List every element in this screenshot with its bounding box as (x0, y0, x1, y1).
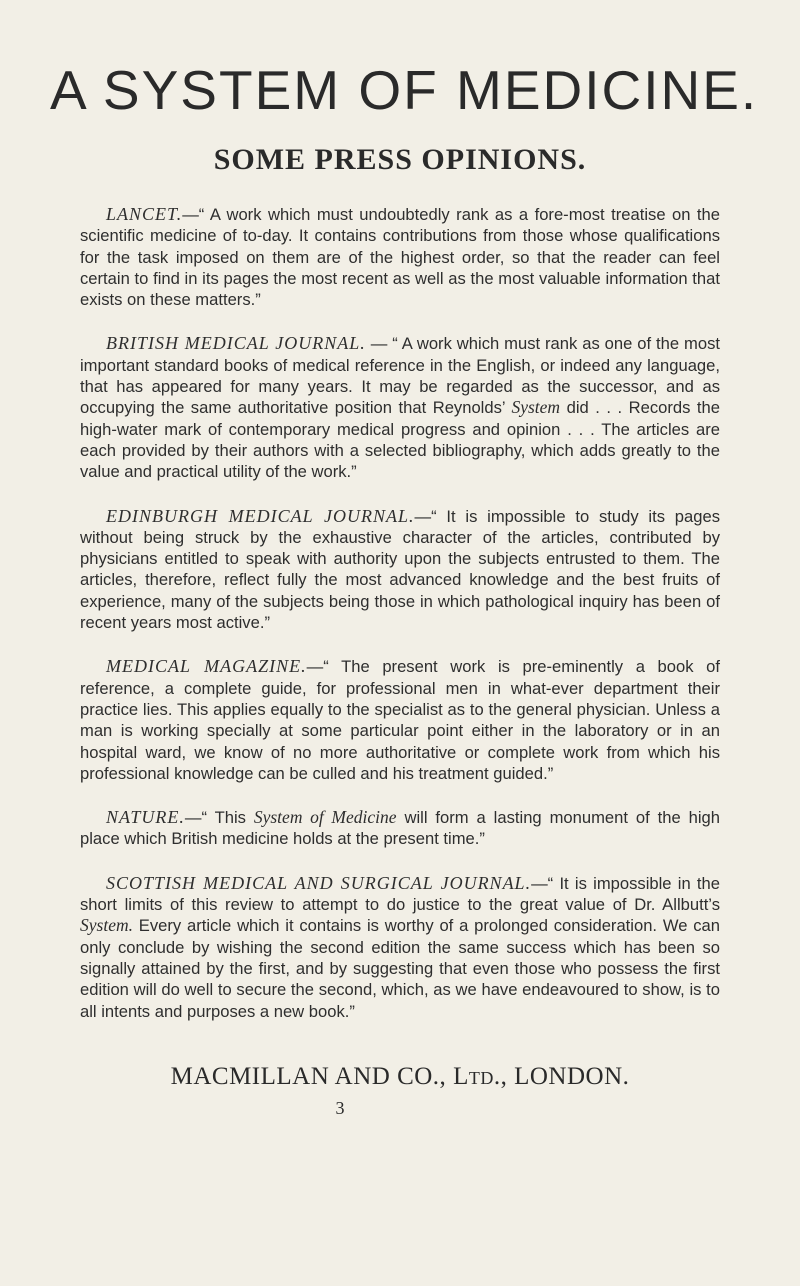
publisher-city: LONDON. (514, 1062, 630, 1090)
publisher-ltd: Ltd., (453, 1062, 508, 1090)
opinion-lancet: LANCET.—“ A work which must undoubtedly rank as a fore-most treatise on the scientific medicine of to-day. It contains contributions from those whose qualifications for the task imposed on them are of the highest order, so that the reader can feel certain to find in its pages the most recent as well as the most valuable information that exists on these matters.” (80, 204, 720, 310)
journal-name: NATURE. (106, 807, 185, 828)
journal-name: MEDICAL MAGAZINE. (106, 656, 307, 677)
quote-text: “ This (201, 808, 254, 828)
page-number: 3 (335, 1097, 345, 1118)
quote-text: did . . . Records the high-water mark of contemporary medical progress and opinion . . . The articles are each provided by their authors with a selected bibliography, which adds greatly to the value and practical utility of the work.” (80, 398, 720, 482)
journal-name: LANCET. (106, 204, 183, 224)
quote-text: “ A work which must undoubtedly rank as a fore-most treatise on the scientific medicine of to-day. It contains contributions from those whose qualifications for the task imposed on them are of the highest order, so that the reader can feel certain to find in its pages the most recent as well as the most valuable information that exists on these matters.” (80, 205, 720, 310)
quote-text: “ A work which must rank as one of the most important standard books of medical reference in the English, or indeed any language, that has appeared for many years. It may be regarded as the successor, and as occupying the same authoritative position that Reynolds’ (80, 334, 720, 418)
opinion-scottish-medical-and-surgical-journal: SCOTTISH MEDICAL AND SURGICAL JOURNAL.—“ It is impossible in the short limits of this review to attempt to do justice to the great value of Dr. Allbutt’s System. Every article which it contains is worthy of a prolonged consideration. We can only conclude by wishing the second edition the same success which has been so signally attained by the first, and by suggesting that even those who possess the first edition will do well to secure the second, which, as we have endeavoured to show, is to all intents and purposes a new book.” (80, 872, 721, 1021)
quote-italic: System (511, 397, 561, 418)
quote-text: Every article which it contains is worthy of a prolonged consideration. We can only conclude by wishing the second edition the same success which has been so signally attained by the first, and by suggesting that even those who possess the first edition will do well to secure the second, which, as we have endeavoured to show, is to all intents and purposes a new book.” (80, 916, 720, 1021)
quote-text: “ It is impossible in the short limits of this review to attempt to do justice to the great value of Dr. Allbutt’s (80, 873, 721, 915)
publisher-name: MACMILLAN AND CO., (170, 1062, 447, 1090)
opinion-medical-magazine: MEDICAL MAGAZINE.—“ The present work is pre-eminently a book of reference, a complete guide, for professional men in what-ever department their practice lies. This applies equally to the specialist as to the general physician. Unless a man is working specially at some particular point either in the laboratory or in an hospital ward, we know of no more authoritative or complete work from which his professional knowledge can be culled and his treatment guided.” (80, 656, 720, 783)
journal-name: EDINBURGH MEDICAL JOURNAL. (106, 505, 415, 526)
main-title: A SYSTEM OF MEDICINE. (50, 59, 759, 121)
subtitle: SOME PRESS OPINIONS. (213, 143, 587, 176)
quote-italic: System. (80, 915, 133, 936)
opinion-british-medical-journal: BRITISH MEDICAL JOURNAL. — “ A work which must rank as one of the most important standard books of medical reference in the English, or indeed any language, that has appeared for many years. It may be regarded as the successor, and as occupying the same authoritative position that Reynolds’ System did . . . Records the high-water mark of contemporary medical progress and opinion . . . The articles are each provided by their authors with a selected bibliography, which adds greatly to the value and practical utility of the work.” (80, 333, 720, 482)
quote-italic: System of Medicine (253, 807, 397, 828)
publisher-imprint (80, 1062, 720, 1092)
journal-name: BRITISH MEDICAL JOURNAL. (106, 333, 366, 354)
quote-text: “ The present work is pre-eminently a book of reference, a complete guide, for professional men in what-ever department their practice lies. This applies equally to the specialist as to the general physician. Unless a man is working specially at some particular point either in the laboratory or in an hospital ward, we know of no more authoritative or complete work from which his professional knowledge can be culled and his treatment guided.” (80, 657, 720, 783)
press-opinions (80, 204, 720, 1022)
quote-text: “ It is impossible to study its pages without being struck by the exhaustive character of the articles, contributed by physicians entitled to speak with authority upon the subjects entrusted to them. The articles, therefore, reflect fully the most advanced knowledge and the best fruits of experience, many of the subjects being those in which pathological inquiry has been of recent years most active.” (80, 506, 720, 633)
journal-name: SCOTTISH MEDICAL AND SURGICAL JOURNAL. (106, 872, 532, 893)
opinion-nature: NATURE.—“ This System of Medicine will form a lasting monument of the high place which British medicine holds at the present time.” (80, 807, 721, 849)
opinion-edinburgh-medical-journal: EDINBURGH MEDICAL JOURNAL.—“ It is impossible to study its pages without being struck by the exhaustive character of the articles, contributed by physicians entitled to speak with authority upon the subjects entrusted to them. The articles, therefore, reflect fully the most advanced knowledge and the best fruits of experience, many of the subjects being those in which pathological inquiry has been of recent years most active.” (80, 505, 720, 633)
quote-text: will form a lasting monument of the high place which British medicine holds at the present time.” (80, 808, 721, 849)
